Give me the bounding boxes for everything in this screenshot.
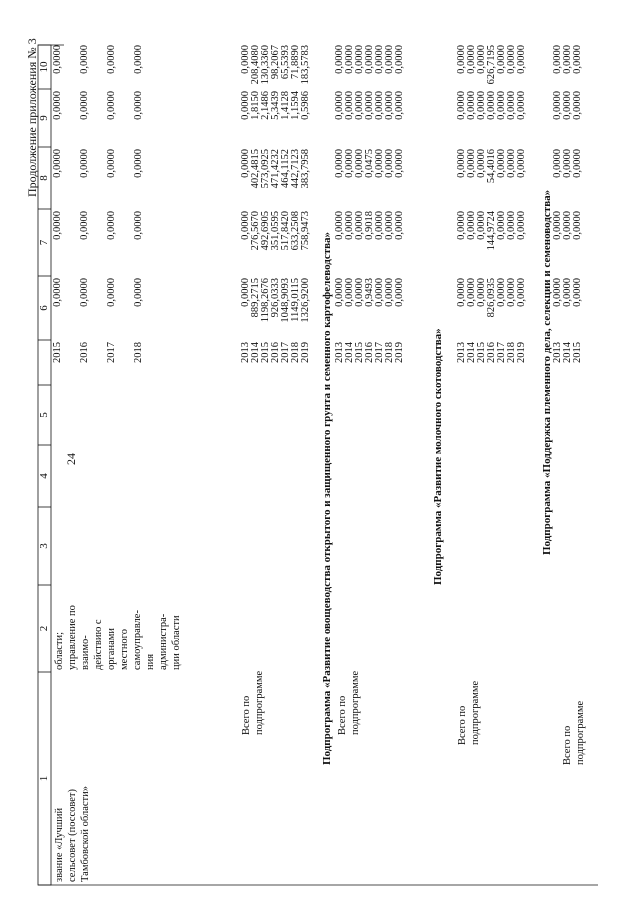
total-label-2: Всего по подпрограмме [337, 670, 361, 735]
budget-table [38, 45, 598, 885]
award-executor: области; управление по взаимо- действию с органами местного самоуправле- ния администра- ции области [54, 605, 182, 670]
block4-values: 2013 0,0000 0,0000 0,0000 0,0000 0,0000 2014 0,0000 0,0000 0,0000 0,0000 0,0000 2015 0,0000 0,0000 0,0000 0,0000 0,0000 [552, 45, 583, 363]
col-header-9: 9 [38, 115, 50, 121]
col-header-1: 1 [38, 775, 50, 782]
subprogram-title-breeding: Подпрограмма «Поддержка племенного дела, селекции и семеноводства» [541, 189, 553, 555]
col-header-6: 6 [38, 305, 50, 311]
col-header-8: 8 [38, 175, 50, 181]
block1-values: 2013 0,0000 0,0000 0,0000 0,0000 0,0000 2014 889,2715 276,5670 402,4815 1,8150 208,4080 2015 1198,2676 492,6905 573,0925 2,1486 130,3360 2016 926,0333 351,0595 471,4232 5,3439 98,2067 2017 1048,9093 517,8420 464,1152 1,4128 65,5393 2018 1149,0115 633,2508 442,7123 1,1594 71,8890 2019 1326,9200 758,9473 383,7958 0,5986 183,5783 [240, 45, 311, 363]
subprogram-title-dairy: Подпрограмма «Развитие молочного скотоводства» [432, 328, 444, 585]
block2-values: 2013 0,0000 0,0000 0,0000 0,0000 0,0000 2014 0,0000 0,0000 0,0000 0,0000 0,0000 2015 0,0000 0,0000 0,0000 0,0000 0,0000 2016 0,9493 0,9018 0,0475 0,0000 0,0000 2017 0,0000 0,0000 0,0000 0,0000 0,0000 2018 0,0000 0,0000 0,0000 0,0000 0,0000 2019 0,0000 0,0000 0,0000 0,0000 0,0000 [334, 45, 405, 363]
total-label-4: Всего по подпрограмме [562, 700, 586, 765]
award-values: 2015 0,0000 0,0000 0,0000 0,0000 0,0000 2016 0,0000 0,0000 0,0000 0,0000 0,0000 2017 0,0000 0,0000 0,0000 0,0000 0,0000 2018 0,0000 0,0000 0,0000 0,0000 0,0000 [52, 45, 144, 363]
block3-values: 2013 0,0000 0,0000 0,0000 0,0000 0,0000 2014 0,0000 0,0000 0,0000 0,0000 0,0000 2015 0,0000 0,0000 0,0000 0,0000 0,0000 2016 826,0935 144,9724 54,4016 0,0000 626,7195 2017 0,0000 0,0000 0,0000 0,0000 0,0000 2018 0,0000 0,0000 0,0000 0,0000 0,0000 2019 0,0000 0,0000 0,0000 0,0000 0,0000 [456, 45, 527, 363]
col-header-4: 4 [38, 473, 50, 479]
col-header-2: 2 [38, 625, 50, 632]
col-header-10: 10 [38, 61, 50, 73]
col-header-3: 3 [38, 543, 50, 549]
col-header-5: 5 [38, 412, 50, 418]
total-label-1: Всего по подпрограмме [241, 670, 265, 735]
subprogram-title-vegetables: Подпрограмма «Развитие овощеводства открытого и защищенного грунта и семенного картофелеводства» [321, 231, 333, 765]
total-label-3: Всего по подпрограмме [457, 680, 481, 745]
award-name: звание «Лучший сельсовет (поссовет) Тамбовской области» [54, 785, 91, 882]
continuation-heading: Продолжение приложения № 3 [25, 38, 39, 197]
col-header-7: 7 [38, 239, 50, 246]
page-number: 24 [64, 453, 78, 465]
